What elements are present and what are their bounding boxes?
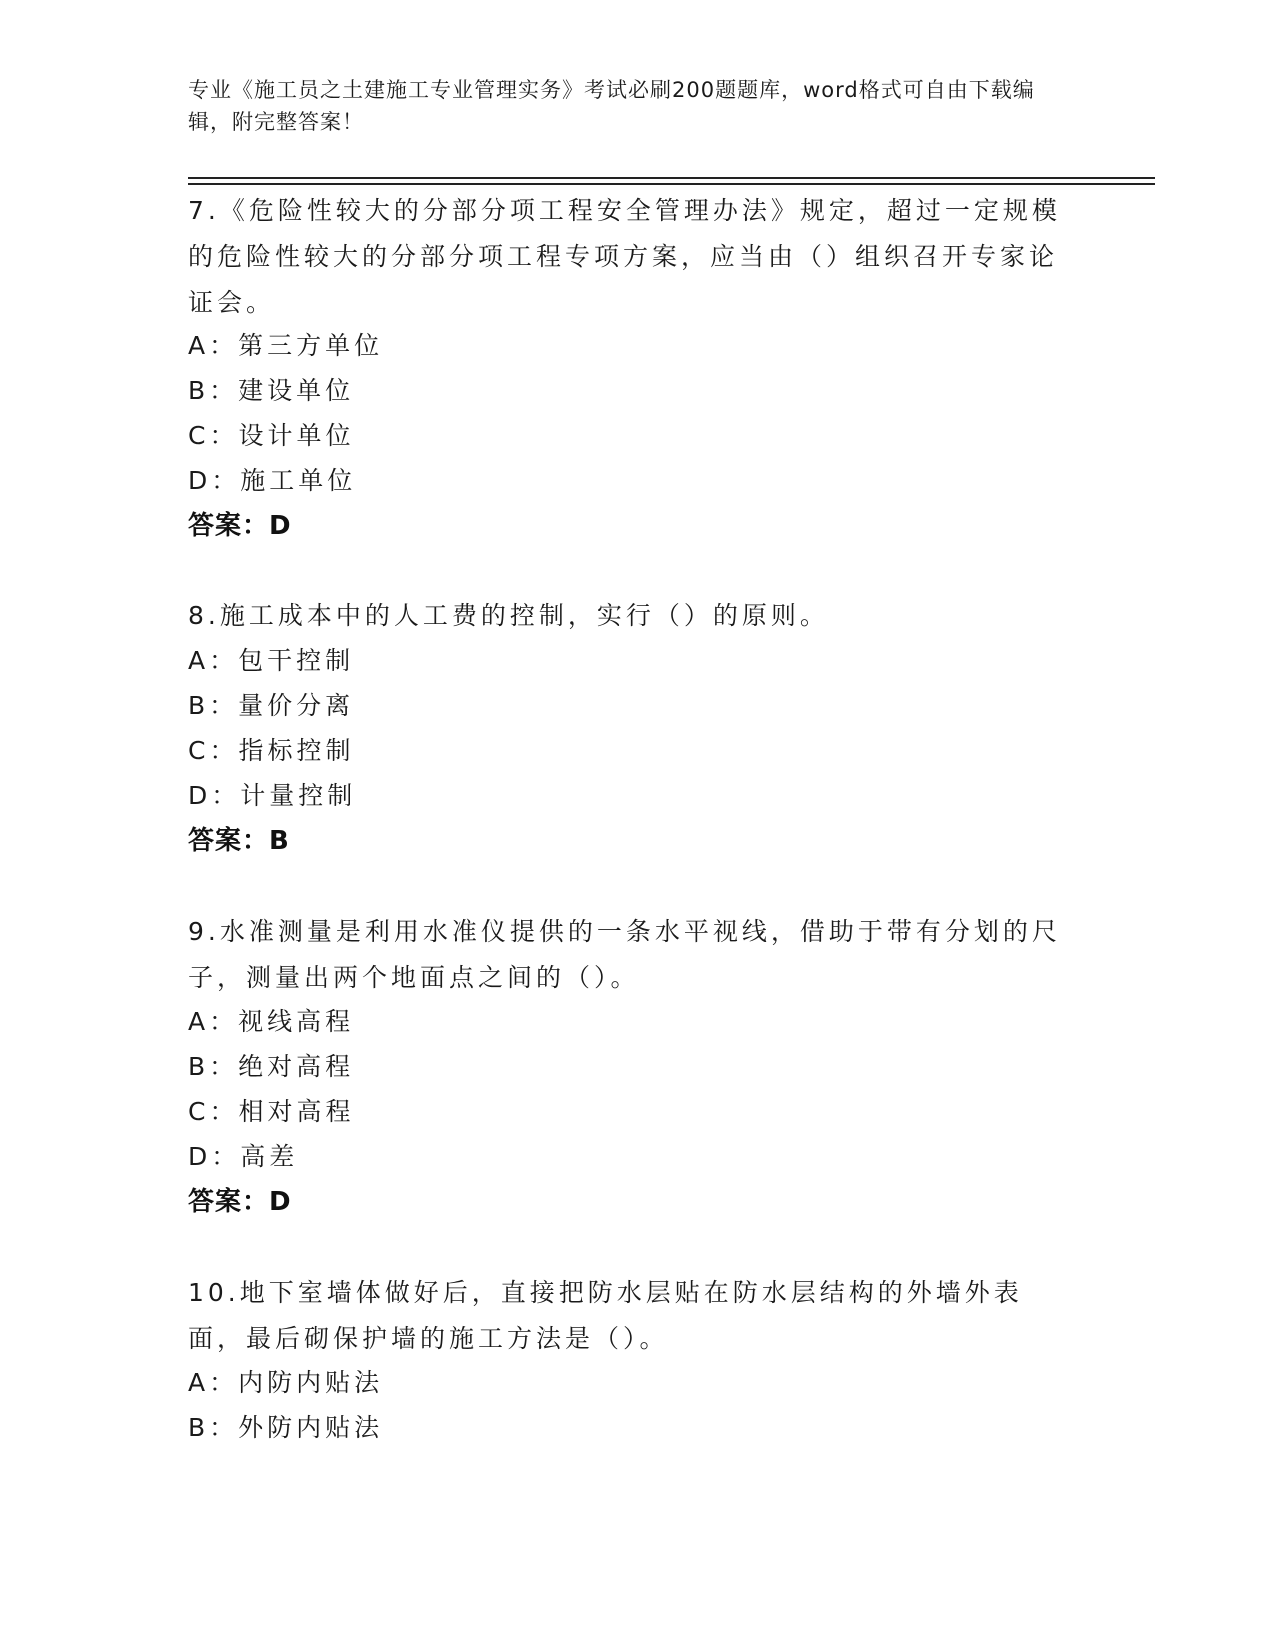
question-8-option-c: C：指标控制 (188, 736, 355, 765)
question-7-stem: 7.《危险性较大的分部分项工程安全管理办法》规定，超过一定规模的危险性较大的分部分项工程专项方案，应当由（）组织召开专家论证会。 (188, 196, 1061, 317)
question-9-option-d: D：高差 (188, 1142, 299, 1171)
question-7-option-a: A：第三方单位 (188, 331, 384, 360)
question-7-option-c: C：设计单位 (188, 421, 355, 450)
question-9-option-c: C：相对高程 (188, 1097, 355, 1126)
question-8-answer: 答案：B (188, 826, 290, 856)
question-10-option-b: B：外防内贴法 (188, 1413, 384, 1442)
question-8-option-b: B：量价分离 (188, 691, 355, 720)
question-9-stem: 9.水准测量是利用水准仪提供的一条水平视线，借助于带有分划的尺子，测量出两个地面点之间的（）。 (188, 917, 1061, 992)
question-10-stem: 10.地下室墙体做好后，直接把防水层贴在防水层结构的外墙外表面，最后砌保护墙的施工方法是（）。 (188, 1278, 1023, 1353)
question-7-option-b: B：建设单位 (188, 376, 355, 405)
question-8-stem: 8.施工成本中的人工费的控制，实行（）的原则。 (188, 601, 829, 630)
question-7-answer: 答案：D (188, 511, 292, 541)
question-9-answer: 答案：D (188, 1187, 292, 1217)
question-9-option-a: A：视线高程 (188, 1007, 355, 1036)
question-9-option-b: B：绝对高程 (188, 1052, 355, 1081)
document-header: 专业《施工员之土建施工专业管理实务》考试必刷200题题库，word格式可自由下载编辑，附完整答案！ (188, 78, 1035, 134)
question-7-option-d: D：施工单位 (188, 466, 357, 495)
header-divider-bottom (188, 183, 1155, 185)
header-divider-top (188, 177, 1155, 179)
question-8-option-d: D：计量控制 (188, 781, 357, 810)
question-10-option-a: A：内防内贴法 (188, 1368, 384, 1397)
question-8-option-a: A：包干控制 (188, 646, 355, 675)
